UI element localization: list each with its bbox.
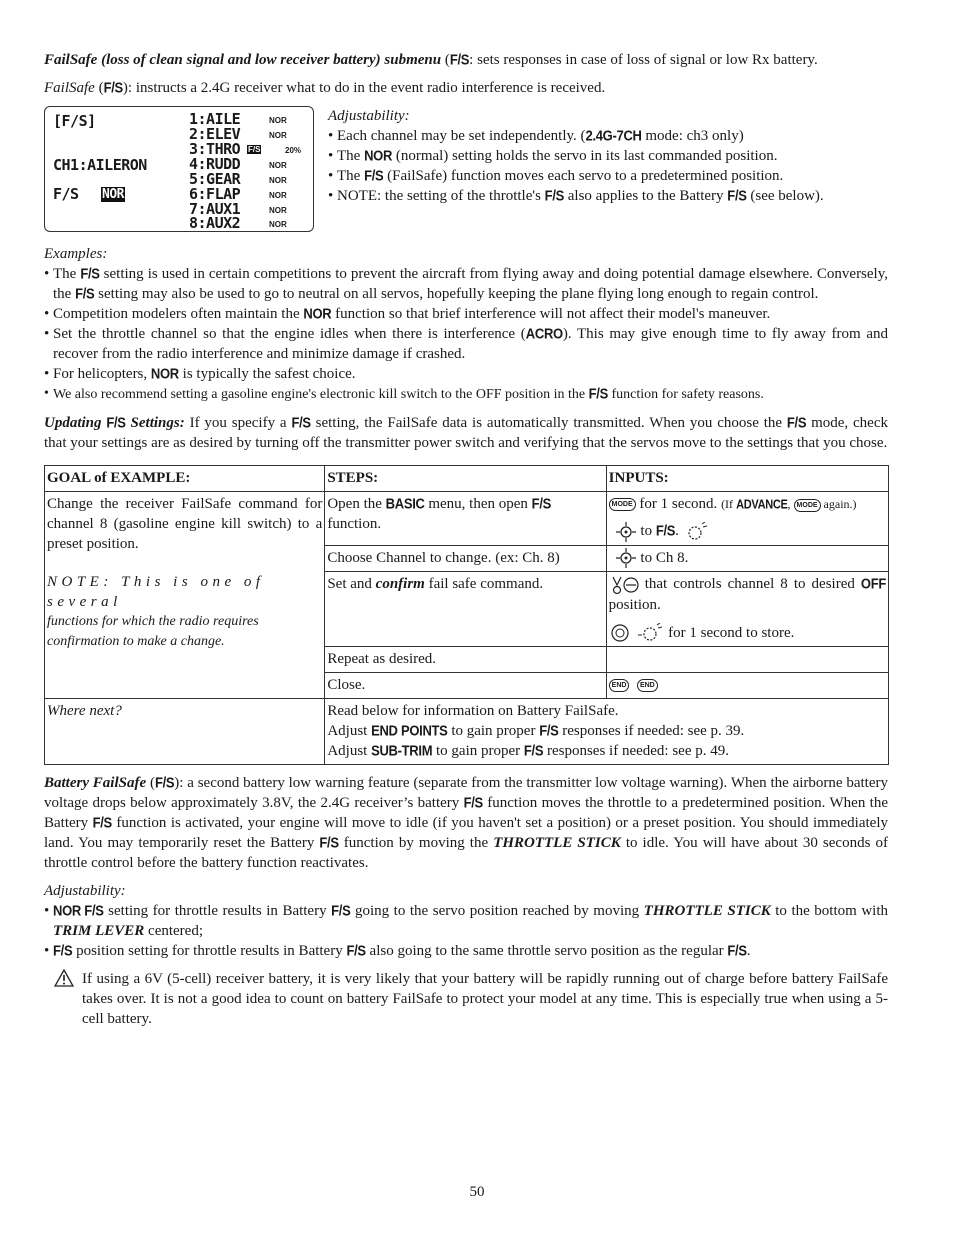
lcd-channel-6-val: NOR — [269, 191, 287, 200]
where-next-content: Read below for information on Battery FailSafe. Adjust END POINTS to gain proper F/S responses if needed: see p. 39. Adjust SUB-TRIM to gain proper F/S responses if needed: see p. 49. — [325, 699, 889, 765]
lcd-channel-4-val: NOR — [269, 161, 287, 170]
page-number: 50 — [469, 1184, 485, 1200]
lcd-channel-2-val: NOR — [269, 131, 287, 140]
lcd-screen — [44, 106, 314, 232]
table-row — [45, 699, 889, 765]
lcd-title: [F/S] — [53, 112, 96, 130]
battery-failsafe-paragraph: Battery FailSafe (F/S): a second battery low warning feature (separate from the transmitter low voltage warning). When the airborne battery voltage drops below approximately 3.8V, the 2.4G receiver’s battery F/S function moves the throttle to a predetermined position. When the Battery F/S function is activated, your engine will move to idle (if you haven't set a position) or a preset position. You should immediately land. You may temporarily reset the Battery F/S function by moving the THROTTLE STICK to idle. You will have about 30 seconds of throttle control before the battery function reactivates. — [44, 774, 889, 872]
where-next-cell: Where next? — [45, 699, 325, 765]
lcd-channel-3: 3:THRO — [189, 140, 241, 158]
lcd-channel-8-val: NOR — [269, 220, 287, 229]
warning-text: If using a 6V (5-cell) receiver battery, it is very likely that your battery will be rapidly running out of charge before battery FailSafe takes over. It is not a good idea to count on battery FailSafe to protect your model at any time. This is especially true when using a 5-cell battery. — [82, 971, 888, 1028]
adjustability-label-2: Adjustability: — [44, 883, 126, 900]
step-4: Repeat as desired. — [325, 647, 606, 673]
stick-switch-icon — [609, 575, 639, 595]
step-1: Open the BASIC menu, then open F/S function. — [325, 492, 606, 546]
adjustability-list-2 — [44, 901, 888, 961]
adjustability-list — [328, 126, 888, 206]
list-item: • Competition modelers often maintain the NOR function so that brief interference will not affect their model's maneuver. — [44, 304, 888, 324]
lcd-channel-4: 4:RUDD — [189, 155, 241, 173]
lcd-channel-6: 6:FLAP — [189, 185, 241, 203]
list-item: • The NOR (normal) setting holds the servo in its last commanded position. — [328, 146, 888, 166]
adjustability-section — [328, 106, 888, 232]
lcd-channel-1: 1:AILE — [189, 110, 241, 128]
warning-icon — [54, 969, 74, 987]
lcd-mode-label: F/S — [53, 185, 79, 203]
lcd-channel-7-val: NOR — [269, 206, 287, 215]
failsafe-definition: FailSafe (F/S): instructs a 2.4G receiver what to do in the event radio interference is received. — [44, 78, 606, 97]
step-5: Close. — [325, 673, 606, 699]
list-item: • NOR F/S setting for throttle results in Battery F/S going to the servo position reached by moving THROTTLE STICK to the bottom with TRIM LEVER centered; — [44, 901, 888, 941]
lcd-and-adjustability — [44, 106, 888, 232]
lcd-channel-label: CH1:AILERON — [53, 156, 147, 174]
list-item: • The F/S setting is used in certain competitions to prevent the aircraft from flying away and doing potential damage elsewhere. Conversely, the F/S setting may also be used to go to neutral on all servos, hopefully keeping the plane flying long enough to regain control. — [44, 264, 888, 304]
list-item: • We also recommend setting a gasoline engine's electronic kill switch to the OFF position in the F/S function for safety reasons. — [44, 384, 888, 405]
end-button-icon: END — [637, 679, 658, 692]
header-steps: STEPS: — [325, 466, 606, 492]
intro-paragraph: FailSafe (loss of clean signal and low receiver battery) submenu (F/S: sets responses in case of loss of signal or low Rx battery. — [44, 50, 888, 70]
dial-icon — [615, 522, 637, 542]
list-item: • F/S position setting for throttle results in Battery F/S also going to the same throttle servo position as the regular F/S. — [44, 941, 888, 961]
list-item: • For helicopters, NOR is typically the safest choice. — [44, 364, 888, 384]
lcd-channel-5-val: NOR — [269, 176, 287, 185]
examples-label: Examples: — [44, 246, 108, 262]
fs-tag: F/S — [449, 50, 470, 69]
list-item: • Set the throttle channel so that the engine idles when there is interference (ACRO). This may give enough time to fly away from and recover from the radio interference and minimize damage if crashed. — [44, 324, 888, 364]
mode-button-icon: MODE — [609, 498, 636, 511]
lcd-channel-2: 2:ELEV — [189, 125, 241, 143]
lcd-channel-8: 8:AUX2 — [189, 214, 241, 232]
input-1: MODE for 1 second. (If ADVANCE, MODE again.) to F/S. — [606, 492, 888, 546]
list-item: • The F/S (FailSafe) function moves each servo to a predetermined position. — [328, 166, 888, 186]
dial-icon — [609, 623, 631, 643]
dial-press-icon — [683, 522, 707, 542]
manual-page — [44, 50, 888, 1029]
updating-paragraph: Updating F/S Settings: If you specify a F/S setting, the FailSafe data is automatically transmitted. When you choose the F/S mode, check that your settings are as desired by turning off the transmitter power switch and verifying that the servos move to the settings that you chose. — [44, 413, 888, 451]
header-goal: GOAL of EXAMPLE: — [45, 466, 325, 492]
dial-icon — [615, 548, 637, 568]
input-5 — [606, 673, 888, 699]
list-item: • Each channel may be set independently. (2.4G-7CH mode: ch3 only) — [328, 126, 888, 146]
lcd-channel-3-badge: F/S — [248, 145, 261, 154]
lcd-mode-value: NOR — [102, 187, 124, 202]
examples-list — [44, 264, 888, 405]
table-header-row — [45, 466, 889, 492]
step-3: Set and confirm fail safe command. — [325, 572, 606, 647]
step-2: Choose Channel to change. (ex: Ch. 8) — [325, 545, 606, 572]
goal-cell: Change the receiver FailSafe command for channel 8 (gasoline engine kill switch) to a preset position. NOTE: This is one of several functions for which the radio requires confirmation to make a change. — [45, 492, 325, 699]
table-row — [45, 492, 889, 546]
mode-button-icon: MODE — [794, 499, 821, 512]
note-text: NOTE: This is one of several — [47, 574, 265, 610]
lcd-channel-7: 7:AUX1 — [189, 200, 241, 218]
input-3: that controls channel 8 to desired OFF position. for 1 second to store. — [606, 572, 888, 647]
input-2: to Ch 8. — [606, 545, 888, 572]
submenu-heading: FailSafe (loss of clean signal and low receiver battery) submenu — [44, 52, 442, 68]
adjustability-label: Adjustability: — [328, 108, 410, 124]
header-inputs: INPUTS: — [606, 466, 888, 492]
dial-press-icon — [634, 623, 664, 643]
steps-table — [44, 465, 889, 765]
warning-block — [44, 969, 888, 1029]
list-item: • NOTE: the setting of the throttle's F/S also applies to the Battery F/S (see below). — [328, 186, 888, 206]
input-4 — [606, 647, 888, 673]
end-button-icon: END — [609, 679, 630, 692]
lcd-channel-3-val: 20% — [285, 146, 302, 155]
lcd-channel-1-val: NOR — [269, 116, 287, 125]
lcd-channel-5: 5:GEAR — [189, 170, 241, 188]
